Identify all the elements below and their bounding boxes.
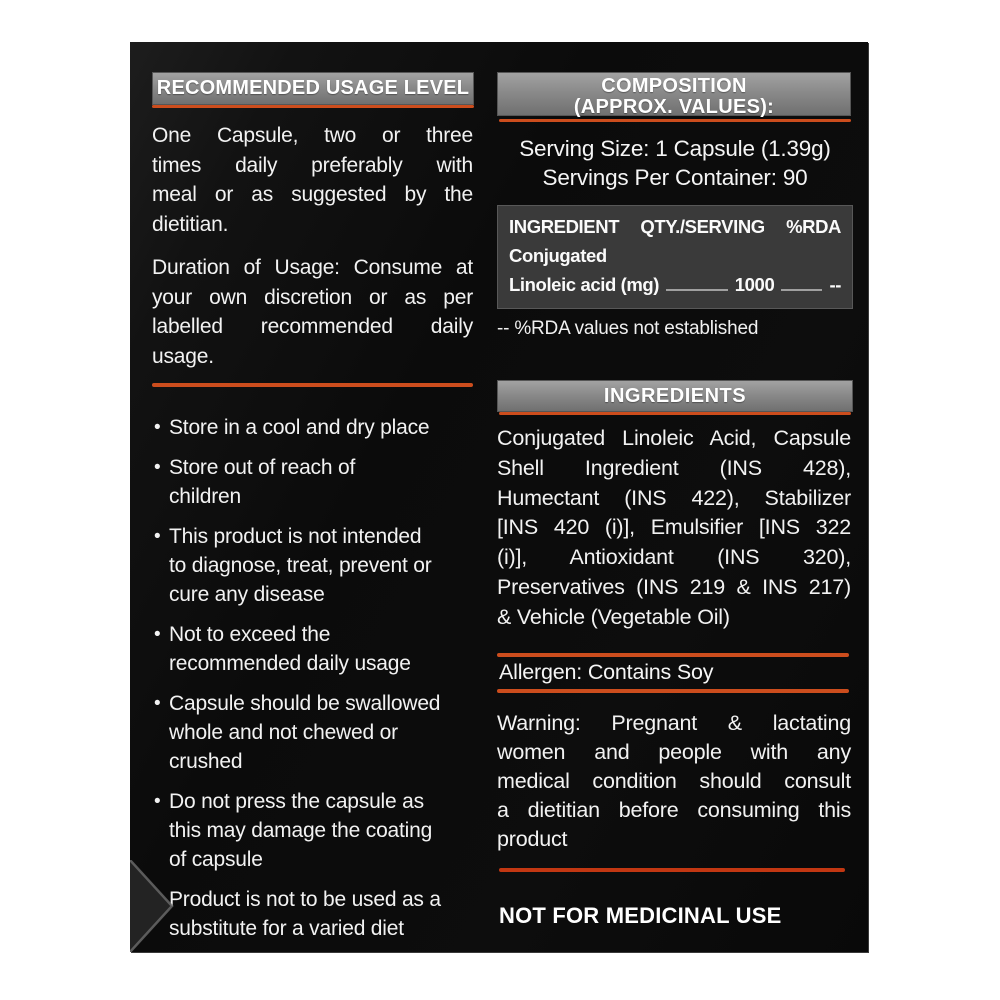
- allergen-line-bottom: [497, 689, 849, 693]
- allergen-text: Allergen: Contains Soy: [499, 660, 714, 684]
- bullet-icon: •: [154, 693, 161, 714]
- ingredient-name-line2: Linoleic acid (mg): [509, 274, 660, 295]
- text-line: women and people with any: [497, 740, 851, 764]
- bullet-icon: •: [154, 791, 161, 812]
- not-for-medicinal-use: NOT FOR MEDICINAL USE: [499, 903, 782, 928]
- text-line: Shell Ingredient (INS 428),: [497, 455, 851, 480]
- text-line: crushed: [169, 750, 243, 773]
- header-underline: [152, 105, 474, 108]
- bullet-item: [154, 413, 474, 442]
- composition-header: [497, 72, 851, 116]
- bullet-icon: •: [154, 624, 161, 645]
- text-line: dietitian.: [152, 212, 229, 236]
- recommended-usage-header: RECOMMENDED USAGE LEVEL: [152, 72, 474, 105]
- text-line: Capsule should be swallowed: [169, 692, 441, 715]
- text-line: [INS 420 (i)], Emulsifier [INS 322: [497, 515, 851, 540]
- text-line: (i)], Antioxidant (INS 320),: [497, 545, 851, 570]
- text-line: meal or as suggested by the: [152, 183, 473, 206]
- bullet-item: [154, 689, 474, 776]
- qty-value: 1000: [734, 274, 775, 295]
- bullet-icon: •: [154, 457, 161, 478]
- text-line: Warning: Pregnant & lactating: [497, 711, 851, 735]
- text-line: whole and not chewed or: [169, 721, 398, 744]
- orange-divider: [152, 383, 473, 387]
- composition-table: [497, 205, 853, 309]
- chevron-right-icon: [130, 860, 176, 952]
- warning-paragraph: [497, 709, 851, 854]
- text-line: recommended daily usage: [169, 652, 411, 675]
- allergen-line-top: [497, 653, 849, 657]
- table-header-row: [509, 212, 841, 241]
- rda-note: -- %RDA values not established: [497, 318, 759, 339]
- ingredients-header: INGREDIENTS: [497, 380, 853, 412]
- duration-paragraph: [152, 253, 473, 371]
- col-header-qty: QTY./SERVING: [640, 216, 765, 237]
- footer-divider: [499, 868, 845, 872]
- bullet-icon: •: [154, 417, 161, 438]
- serving-size: Serving Size: 1 Capsule (1.39g): [519, 136, 831, 161]
- col-header-ingredient: INGREDIENT: [509, 216, 620, 237]
- text-line: One Capsule, two or three: [152, 124, 473, 147]
- text-line: cure any disease: [169, 583, 325, 606]
- text-line: This product is not intended: [169, 525, 422, 548]
- ingredients-paragraph: [497, 424, 851, 633]
- text-line: Store out of reach of: [169, 456, 356, 479]
- header-underline: [499, 119, 851, 122]
- bullet-item: [154, 885, 474, 943]
- table-row: [509, 270, 841, 299]
- text-line: times daily preferably with: [152, 153, 473, 177]
- text-line: Do not press the capsule as: [169, 790, 424, 813]
- text-line: a dietitian before consuming this: [497, 798, 851, 822]
- bullet-item: [154, 620, 474, 678]
- text-line: product: [497, 827, 568, 851]
- text-line: your own discretion or as per: [152, 285, 473, 309]
- bullet-item: [154, 522, 474, 609]
- bullet-item: [154, 453, 474, 511]
- leader-line: [666, 289, 728, 291]
- rda-value: --: [829, 274, 841, 295]
- leader-line: [781, 289, 822, 291]
- serving-info: [497, 134, 853, 192]
- servings-per-container: Servings Per Container: 90: [542, 165, 808, 190]
- ingredient-name-line1: Conjugated: [509, 245, 607, 266]
- text-line: medical condition should consult: [497, 769, 851, 793]
- text-line: & Vehicle (Vegetable Oil): [497, 604, 730, 629]
- storage-bullet-list: [154, 413, 474, 954]
- text-line: Preservatives (INS 219 & INS 217): [497, 574, 851, 599]
- bullet-icon: •: [154, 526, 161, 547]
- text-line: of capsule: [169, 848, 263, 871]
- header-underline: [499, 412, 851, 415]
- usage-paragraph: [152, 121, 473, 239]
- col-header-rda: %RDA: [786, 216, 841, 237]
- text-line: labelled recommended daily: [152, 315, 473, 338]
- text-line: children: [169, 485, 241, 508]
- supplement-label: [130, 42, 868, 952]
- composition-header-line2: (APPROX. VALUES):: [573, 96, 775, 118]
- bullet-item: [154, 787, 474, 874]
- text-line: usage.: [152, 344, 214, 368]
- text-line: Humectant (INS 422), Stabilizer: [497, 485, 851, 510]
- text-line: to diagnose, treat, prevent or: [169, 554, 432, 577]
- text-line: substitute for a varied diet: [169, 917, 404, 940]
- text-line: this may damage the coating: [169, 819, 433, 842]
- composition-header-line1: COMPOSITION: [601, 75, 747, 97]
- text-line: Not to exceed the: [169, 623, 331, 646]
- text-line: Conjugated Linoleic Acid, Capsule: [497, 426, 851, 450]
- text-line: Duration of Usage: Consume at: [152, 256, 473, 279]
- text-line: Store in a cool and dry place: [169, 416, 430, 439]
- text-line: Product is not to be used as a: [169, 888, 441, 911]
